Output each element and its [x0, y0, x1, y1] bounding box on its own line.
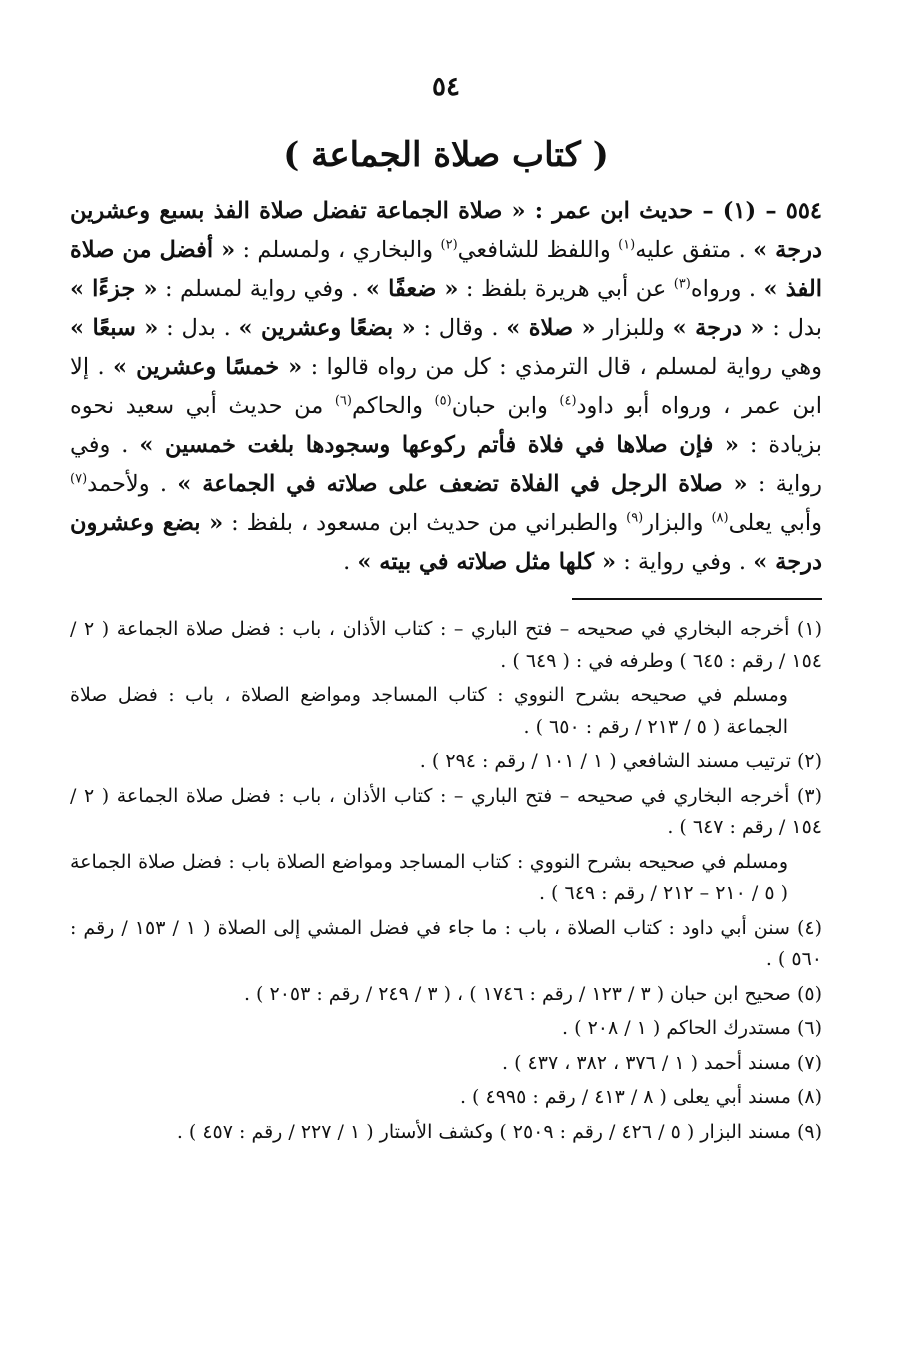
chapter-title: ( كتاب صلاة الجماعة )	[283, 135, 609, 175]
footnote-reference: (٣)	[673, 276, 691, 292]
commentary-text: .	[343, 549, 358, 575]
footnote-item: (٦) مستدرك الحاكم ( ١ / ٢٠٨ ) .	[562, 1017, 822, 1039]
commentary-text: . وفي رواية لمسلم :	[157, 276, 366, 302]
quoted-hadith-text: « بضعًا وعشرين »	[238, 315, 416, 341]
footnote-reference: (٦)	[334, 393, 352, 409]
quoted-hadith-text: « ضعفًا »	[365, 276, 459, 302]
quoted-hadith-text: « صلاة الرجل في الفلاة تضعف على صلاته في الجماعة »	[177, 471, 748, 497]
footnote-item: (٣) أخرجه البخاري في صحيحه – فتح الباري – : كتاب الأذان ، باب : فضل صلاة الجماعة ( ٢ / ١٥٤ / رقم : ٦٤٧ ) .	[70, 784, 822, 838]
quoted-hadith-text: ٥٥٤ – (١) – حديث ابن عمر : « صلاة الجماعة تفضل صلاة الفذ بسبع وعشرين درجة »	[70, 198, 822, 263]
footnote-item: (٩) مسند البزار ( ٥ / ٤٢٦ / رقم : ٢٥٠٩ ) وكشف الأستار ( ١ / ٢٢٧ / رقم : ٤٥٧ ) .	[176, 1120, 822, 1143]
commentary-text: وأبي يعلى	[728, 510, 822, 536]
footnote-continuation: ومسلم في صحيحه بشرح النووي : كتاب المساجد ومواضع الصلاة باب : فضل صلاة الجماعة ( ٥ / ٢١٠ – ٢١٢ / رقم : ٦٤٩ ) .	[70, 850, 788, 904]
footnote-reference: (٢)	[440, 237, 458, 253]
commentary-text: . إلا ابن عمر ، ورواه أبو داود	[70, 354, 822, 419]
quoted-hadith-text: « جزءًا »	[70, 276, 158, 302]
commentary-text: بدل :	[764, 315, 822, 341]
page-number: ٥٤	[432, 72, 460, 102]
quoted-hadith-text: « فإن صلاها في فلاة فأتم ركوعها وسجودها بلغت خمسين »	[139, 432, 739, 458]
commentary-text: والطبراني من حديث ابن مسعود ، بلفظ :	[223, 510, 627, 536]
footnote-reference: (٧)	[70, 471, 88, 487]
commentary-text: . ولأحمد	[87, 471, 178, 497]
commentary-text: . متفق عليه	[635, 237, 754, 263]
quoted-hadith-text: « أفضل من صلاة الفذ »	[70, 237, 822, 302]
commentary-text: . وقال :	[415, 315, 507, 341]
footnote-divider	[572, 598, 822, 600]
footnote-continuation: ومسلم في صحيحه بشرح النووي : كتاب المساجد ومواضع الصلاة ، باب : فضل صلاة الجماعة ( ٥ / ٢١٣ / رقم : ٦٥٠ ) .	[70, 684, 788, 738]
commentary-text: والبخاري ، ولمسلم :	[235, 237, 441, 263]
footnote-reference: (٤)	[559, 393, 577, 409]
footnote-reference: (٥)	[434, 393, 452, 409]
commentary-text: والبزار	[643, 510, 712, 536]
quoted-hadith-text: « درجة »	[672, 315, 765, 341]
footnote-item: (١) أخرجه البخاري في صحيحه – فتح الباري – : كتاب الأذان ، باب : فضل صلاة الجماعة ( ٢ / ١٥٤ / رقم : ٦٤٥ ) وطرفه في : ( ٦٤٩ ) .	[70, 618, 822, 672]
footnote-item: (٨) مسند أبي يعلى ( ٨ / ٤١٣ / رقم : ٤٩٩٥ ) .	[459, 1086, 822, 1108]
quoted-hadith-text: « سبعًا »	[70, 315, 159, 341]
quoted-hadith-text: « خمسًا وعشرين »	[112, 354, 303, 380]
footnote-reference: (٨)	[711, 510, 729, 526]
commentary-text: وللبزار	[595, 315, 673, 341]
quoted-hadith-text: « كلها مثل صلاته في بيته »	[357, 549, 617, 575]
footnote-item: (٢) ترتيب مسند الشافعي ( ١ / ١٠١ / رقم : ٢٩٤ ) .	[419, 750, 822, 772]
footnote-item: (٥) صحيح ابن حبان ( ٣ / ١٢٣ / رقم : ١٧٤٦ ) ، ( ٣ / ٢٤٩ / رقم : ٢٠٥٣ ) .	[243, 982, 822, 1005]
commentary-text: . بدل :	[158, 315, 239, 341]
commentary-text: من حديث أبي سعيد نحوه بزيادة :	[70, 393, 822, 458]
commentary-text: عن أبي هريرة بلفظ :	[458, 276, 674, 302]
commentary-text: والحاكم	[351, 393, 435, 419]
quoted-hadith-text: « صلاة »	[506, 315, 596, 341]
book-page	[70, 70, 822, 1270]
commentary-text: . وفي رواية :	[616, 549, 754, 575]
footnote-reference: (٩)	[626, 510, 644, 526]
commentary-text: وابن حبان	[451, 393, 560, 419]
commentary-text: واللفظ للشافعي	[457, 237, 619, 263]
footnote-reference: (١)	[618, 237, 636, 253]
commentary-text: وهي رواية لمسلم ، قال الترمذي : كل من رواه قالوا :	[302, 354, 822, 380]
commentary-text: . ورواه	[690, 276, 764, 302]
quoted-hadith-text: « بضع وعشرون درجة »	[70, 510, 822, 575]
footnote-item: (٤) سنن أبي داود : كتاب الصلاة ، باب : ما جاء في فضل المشي إلى الصلاة ( ١ / ١٥٣ / رقم : ٥٦٠ ) .	[70, 916, 823, 970]
hadith-main-text	[70, 192, 822, 582]
footnote-item: (٧) مسند أحمد ( ١ / ٣٧٦ ، ٣٨٢ ، ٤٣٧ ) .	[502, 1051, 822, 1074]
footnotes	[70, 614, 822, 1148]
commentary-text: . وفي رواية :	[70, 432, 822, 497]
